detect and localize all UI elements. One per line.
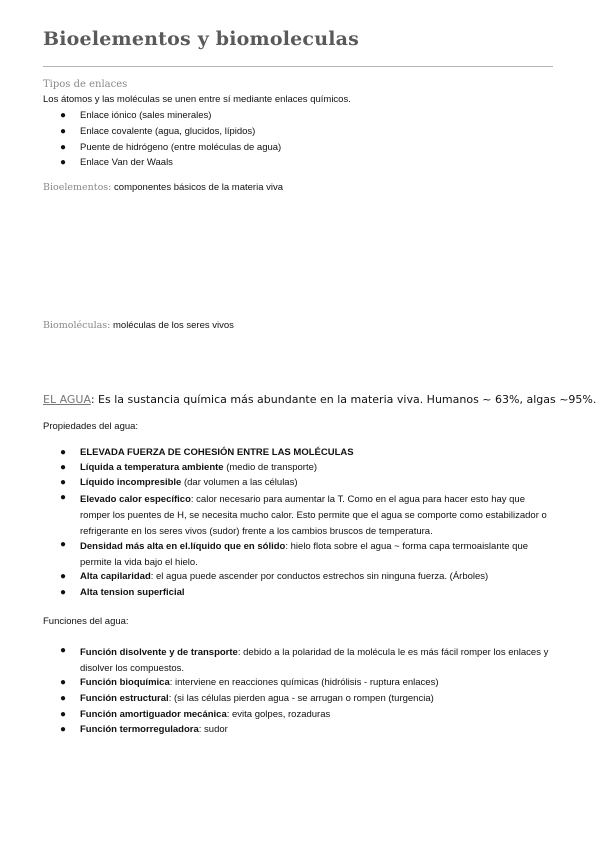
- list-item-bold: Función termorreguladora: [80, 724, 199, 735]
- bullet-icon: ●: [60, 571, 67, 582]
- bullet-icon: ●: [60, 645, 67, 656]
- list-item-bold: ELEVADA FUERZA DE COHESIÓN ENTRE LAS MOLÉCULAS: [80, 447, 354, 458]
- bullet-icon: ●: [60, 477, 67, 488]
- propiedades-heading: Propiedades del agua:: [43, 421, 139, 432]
- list-item-text: Enlace Van der Waals: [80, 157, 173, 168]
- list-item-bold: Función bioquímica: [80, 677, 170, 688]
- enlaces-intro: Los átomos y las moléculas se unen entre sí mediante enlaces químicos.: [43, 94, 351, 105]
- list-item-bold: Densidad más alta en el.líquido que en sólido: [80, 541, 286, 552]
- list-item-bold: Elevado calor específico: [80, 494, 191, 505]
- list-item-text: : hielo flota sobre el agua ~ forma capa termoaislante que permite la vida bajo el hielo.: [80, 541, 529, 568]
- list-item-text: : evita golpes, rozaduras: [226, 709, 331, 720]
- bullet-icon: ●: [60, 693, 67, 704]
- bioelementos-label: Bioelementos:: [43, 182, 112, 193]
- list-item-bold: Función amortiguador mecánica: [80, 709, 227, 720]
- bullet-icon: ●: [60, 447, 67, 458]
- agua-text: : Es la sustancia química más abundante en la materia viva. Humanos ~ 63%, algas ~95%.: [90, 393, 597, 406]
- bioelementos-text: componentes básicos de la materia viva: [111, 182, 284, 193]
- agua-label: EL AGUA: [43, 393, 91, 406]
- list-item-text: Enlace iónico (sales minerales): [80, 110, 212, 121]
- enlaces-heading: Tipos de enlaces: [43, 79, 128, 90]
- page-title: Bioelementos y biomoleculas: [43, 28, 360, 50]
- bioelementos-line: [43, 182, 283, 193]
- bullet-icon: ●: [60, 110, 67, 121]
- list-item-bold: Alta capilaridad: [80, 571, 151, 582]
- list-item-bold: Función disolvente y de transporte: [80, 647, 238, 658]
- list-item-bold: Líquido incompresible: [80, 477, 182, 488]
- list-item-text: : calor necesario para aumentar la T. Como en el agua para hacer esto hay que romper los puentes de H, se necesita mucho calor. Esto permite que el agua se comporte como estabilizador o refrigerante en los seres vivos (sudor) frente a los cambios bruscos de temperatura.: [80, 494, 547, 537]
- list-item-text: : el agua puede ascender por conductos estrechos sin ninguna fuerza. (Árboles): [150, 571, 489, 582]
- bullet-icon: ●: [60, 462, 67, 473]
- list-item-text: : interviene en reacciones químicas (hidrólisis - ruptura enlaces): [169, 677, 439, 688]
- biomoleculas-label: Biomoléculas:: [43, 320, 111, 331]
- list-item-text: (dar volumen a las células): [181, 477, 298, 488]
- bullet-icon: ●: [60, 587, 67, 598]
- list-item-text: : sudor: [198, 724, 228, 735]
- title-divider: [43, 66, 553, 67]
- bullet-icon: ●: [60, 126, 67, 137]
- list-item-text: : debido a la polaridad de la molécula le es más fácil romper los enlaces y disolver los compuestos.: [80, 647, 549, 674]
- bullet-icon: ●: [60, 677, 67, 688]
- list-item-text: (medio de transporte): [223, 462, 318, 473]
- bullet-icon: ●: [60, 157, 67, 168]
- bullet-icon: ●: [60, 142, 67, 153]
- bullet-icon: ●: [60, 709, 67, 720]
- list-item-text: Enlace covalente (agua, glucidos, lípidos): [80, 126, 256, 137]
- list-item-text: Puente de hidrógeno (entre moléculas de agua): [80, 142, 282, 153]
- list-item-bold: Líquida a temperatura ambiente: [80, 462, 224, 473]
- list-item-bold: Función estructural: [80, 693, 169, 704]
- bullet-icon: ●: [60, 492, 67, 503]
- biomoleculas-text: moléculas de los seres vivos: [110, 320, 234, 331]
- list-item-bold: Alta tension superficial: [80, 587, 185, 598]
- funciones-heading: Funciones del agua:: [43, 616, 129, 627]
- agua-line: [43, 393, 596, 406]
- bullet-icon: ●: [60, 724, 67, 735]
- list-item-text: : (si las células pierden agua - se arrugan o rompen (turgencia): [168, 693, 434, 704]
- bullet-icon: ●: [60, 539, 67, 550]
- biomoleculas-line: [43, 320, 234, 331]
